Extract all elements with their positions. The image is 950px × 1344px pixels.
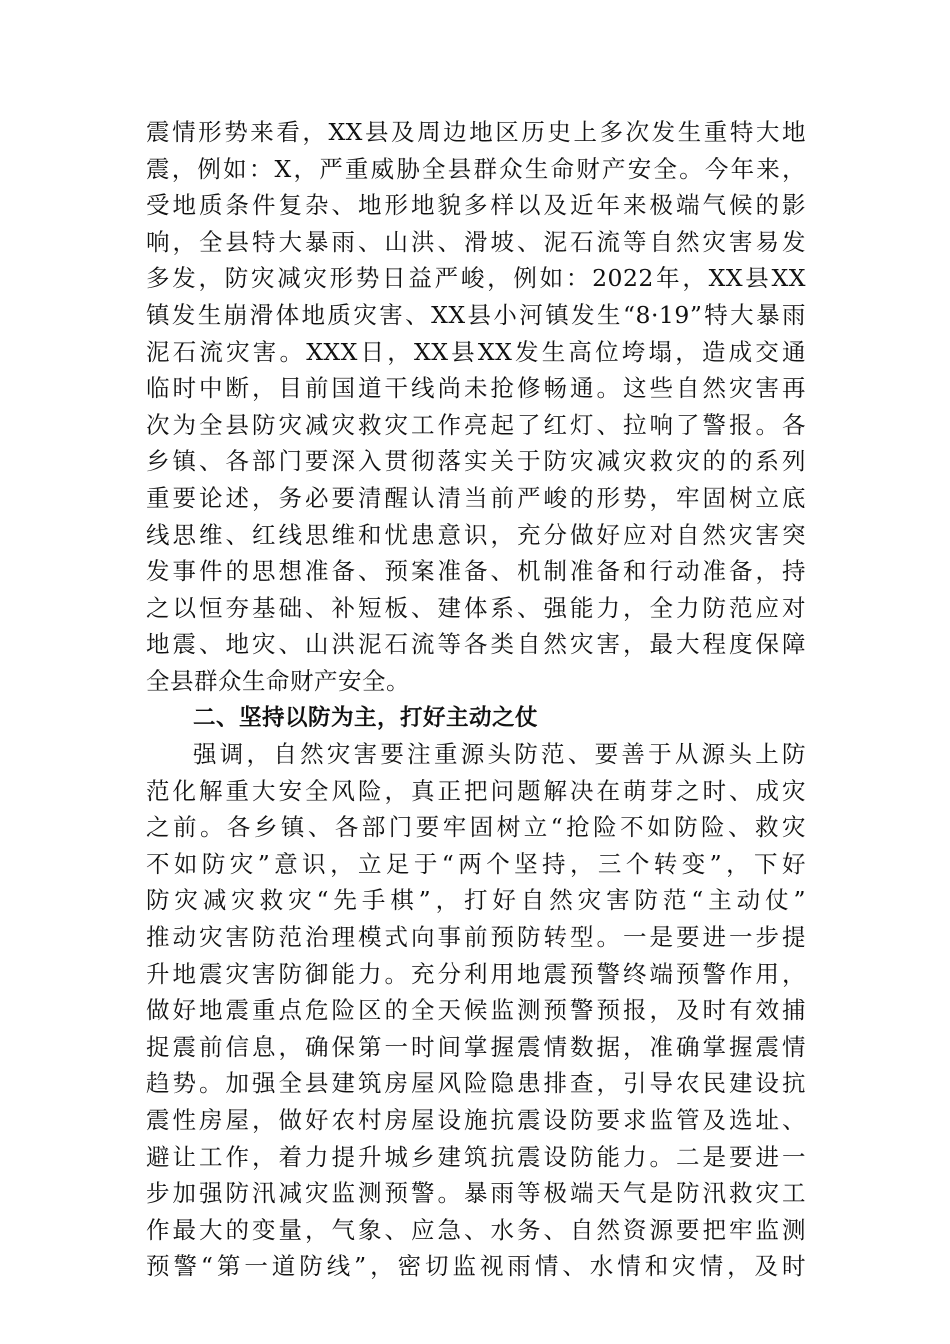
paragraph-line: 地震、地灾、山洪泥石流等各类自然灾害，最大程度保障 — [146, 630, 806, 659]
paragraph-line: 升地震灾害防御能力。充分利用地震预警终端预警作用， — [146, 959, 806, 988]
paragraph-line: 避让工作，着力提升城乡建筑抗震设防能力。二是要进一 — [146, 1142, 806, 1171]
paragraph-line: 震性房屋，做好农村房屋设施抗震设防要求监管及选址、 — [146, 1106, 806, 1135]
paragraph-line: 推动灾害防范治理模式向事前预防转型。一是要进一步提 — [146, 923, 806, 952]
paragraph-line: 重要论述，务必要清醒认清当前严峻的形势，牢固树立底 — [146, 483, 806, 512]
paragraph-line: 发事件的思想准备、预案准备、机制准备和行动准备，持 — [146, 557, 806, 586]
paragraph-line: 趋势。加强全县建筑房屋风险隐患排查，引导农民建设抗 — [146, 1069, 806, 1098]
paragraph-2 — [146, 736, 806, 1285]
paragraph-line: 响，全县特大暴雨、山洪、滑坡、泥石流等自然灾害易发 — [146, 227, 806, 256]
paragraph-line: 次为全县防灾减灾救灾工作亮起了红灯、拉响了警报。各 — [146, 410, 806, 439]
paragraph-line: 之前。各乡镇、各部门要牢固树立“抢险不如防险、救灾 — [146, 813, 806, 842]
paragraph-line: 防灾减灾救灾“先手棋”，打好自然灾害防范“主动仗” — [146, 886, 806, 915]
paragraph-line: 震，例如：X，严重威胁全县群众生命财产安全。今年来， — [146, 154, 806, 183]
paragraph-line: 乡镇、各部门要深入贯彻落实关于防灾减灾救灾的的系列 — [146, 447, 806, 476]
paragraph-line: 之以恒夯基础、补短板、建体系、强能力，全力防范应对 — [146, 593, 806, 622]
paragraph-line: 做好地震重点危险区的全天候监测预警预报，及时有效捕 — [146, 996, 806, 1025]
paragraph-line: 临时中断，目前国道干线尚未抢修畅通。这些自然灾害再 — [146, 374, 806, 403]
paragraph-line: 强调，自然灾害要注重源头防范、要善于从源头上防 — [193, 740, 806, 769]
paragraph-line: 线思维、红线思维和忧患意识，充分做好应对自然灾害突 — [146, 520, 806, 549]
paragraph-line: 泥石流灾害。XXX日，XX县XX发生高位垮塌，造成交通 — [146, 337, 806, 366]
paragraph-line: 多发，防灾减灾形势日益严峻，例如：2022年，XX县XX — [146, 264, 806, 293]
paragraph-line: 镇发生崩滑体地质灾害、XX县小河镇发生“8·19”特大暴雨 — [146, 300, 806, 329]
paragraph-line: 范化解重大安全风险，真正把问题解决在萌芽之时、成灾 — [146, 776, 806, 805]
paragraph-line: 捉震前信息，确保第一时间掌握震情数据，准确掌握震情 — [146, 1032, 806, 1061]
paragraph-line: 全县群众生命财产安全。 — [146, 666, 410, 695]
paragraph-line: 受地质条件复杂、地形地貌多样以及近年来极端气候的影 — [146, 191, 806, 220]
section-heading: 二、坚持以防为主，打好主动之仗 — [193, 704, 539, 731]
paragraph-line: 作最大的变量，气象、应急、水务、自然资源要把牢监测 — [146, 1215, 806, 1244]
document-body — [146, 114, 806, 1285]
paragraph-line: 步加强防汛减灾监测预警。暴雨等极端天气是防汛救灾工 — [146, 1179, 806, 1208]
paragraph-1 — [146, 114, 806, 700]
paragraph-line: 震情形势来看，XX县及周边地区历史上多次发生重特大地 — [146, 118, 806, 146]
paragraph-line: 预警“第一道防线”，密切监视雨情、水情和灾情，及时 — [146, 1252, 806, 1281]
paragraph-line: 不如防灾”意识，立足于“两个坚持，三个转变”，下好 — [146, 849, 806, 878]
